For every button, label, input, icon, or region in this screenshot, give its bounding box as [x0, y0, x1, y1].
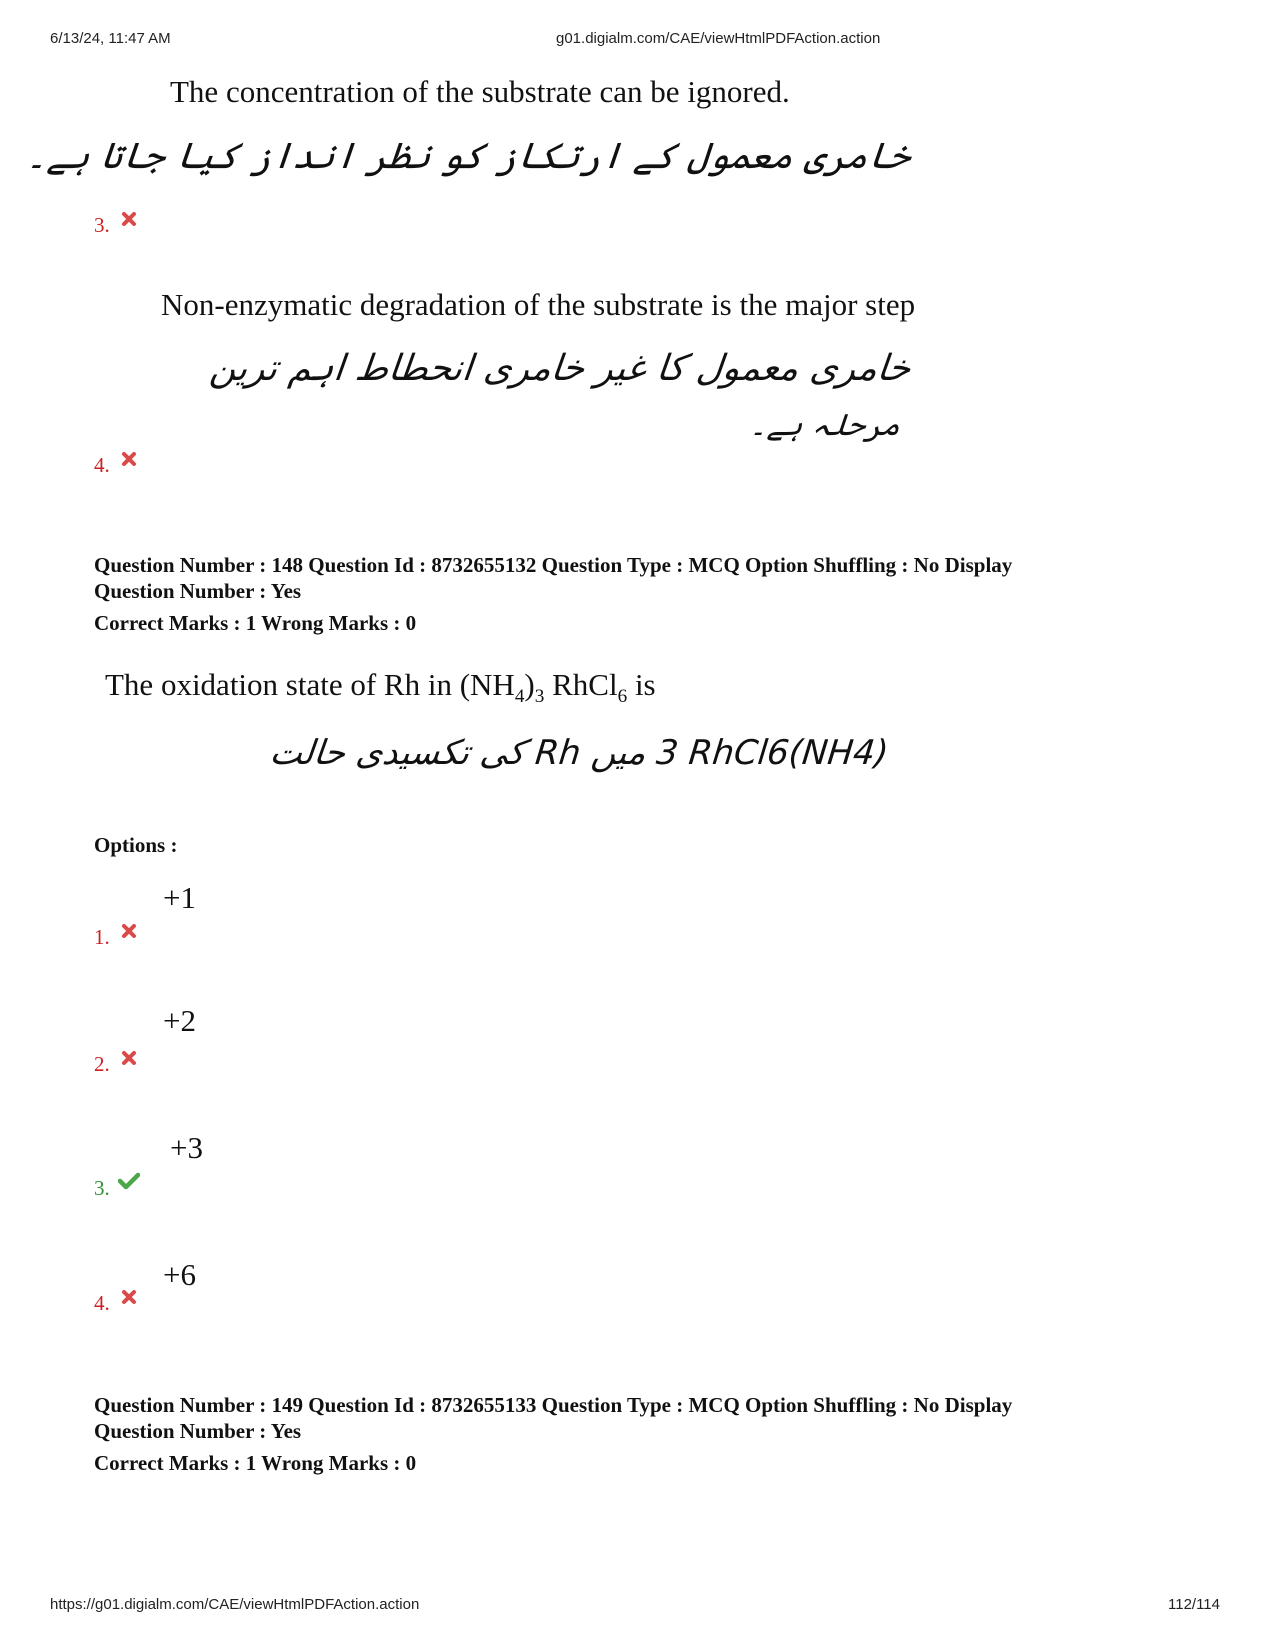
- check-mark-icon: [118, 1172, 140, 1190]
- question-148-meta: [94, 552, 1204, 604]
- option-number: 3.: [94, 213, 110, 237]
- question-meta-line2: Question Number : Yes: [94, 1419, 302, 1443]
- options-label: Options :: [94, 833, 178, 857]
- statement-en: The concentration of the substrate can be ignored.: [170, 74, 790, 109]
- option-value: +1: [163, 880, 196, 915]
- option-value: +6: [163, 1257, 196, 1292]
- option-text-urdu-line2: مرحلہ ہے۔: [748, 408, 903, 443]
- question-meta-line1: Question Number : 148 Question Id : 8732655132 Question Type : MCQ Option Shuffling : No Display: [94, 553, 1013, 577]
- print-datetime: 6/13/24, 11:47 AM: [50, 30, 171, 47]
- option-number: 1.: [94, 925, 110, 949]
- stem-prefix: The oxidation state of Rh in (NH: [105, 667, 515, 702]
- question-stem-en: [105, 667, 656, 708]
- print-url: g01.digialm.com/CAE/viewHtmlPDFAction.action: [556, 30, 881, 47]
- stem-suffix: is: [627, 667, 656, 702]
- option-number: 3.: [94, 1176, 110, 1200]
- question-149-marks: Correct Marks : 1 Wrong Marks : 0: [94, 1451, 417, 1475]
- question-meta-line1: Question Number : 149 Question Id : 8732655133 Question Type : MCQ Option Shuffling : No Display: [94, 1393, 1013, 1417]
- cross-mark-icon: [121, 211, 137, 227]
- question-meta-line2: Question Number : Yes: [94, 579, 302, 603]
- page-number: 112/114: [1168, 1596, 1220, 1613]
- cross-mark-icon: [121, 451, 137, 467]
- question-148-marks: Correct Marks : 1 Wrong Marks : 0: [94, 611, 417, 635]
- option-text-en: Non-enzymatic degradation of the substrate is the major step: [161, 287, 916, 322]
- question-stem-urdu: (NH4)3 RhCl6 میں Rh کی تکسیدی حالت: [267, 733, 891, 773]
- option-value: +2: [163, 1003, 196, 1038]
- question-149-meta: [94, 1392, 1204, 1444]
- stem-subscript: 3: [534, 686, 545, 708]
- cross-mark-icon: [121, 923, 137, 939]
- statement-urdu: خامری معمول کے ارتکاز کو نظر انداز کیا جاتا ہے۔: [24, 136, 913, 177]
- option-number: 4.: [94, 1291, 110, 1315]
- option-number: 4.: [94, 453, 110, 477]
- option-value: +3: [170, 1130, 203, 1165]
- option-number: 2.: [94, 1052, 110, 1076]
- stem-mid: ): [524, 667, 535, 702]
- stem-subscript: 6: [617, 686, 628, 708]
- cross-mark-icon: [121, 1289, 137, 1305]
- stem-formula: RhCl: [544, 667, 618, 702]
- option-text-urdu-line1: خامری معمول کا غیر خامری انحطاط اہم ترین: [207, 348, 913, 389]
- footer-url: https://g01.digialm.com/CAE/viewHtmlPDFAction.action: [50, 1596, 420, 1613]
- stem-subscript: 4: [514, 686, 525, 708]
- cross-mark-icon: [121, 1050, 137, 1066]
